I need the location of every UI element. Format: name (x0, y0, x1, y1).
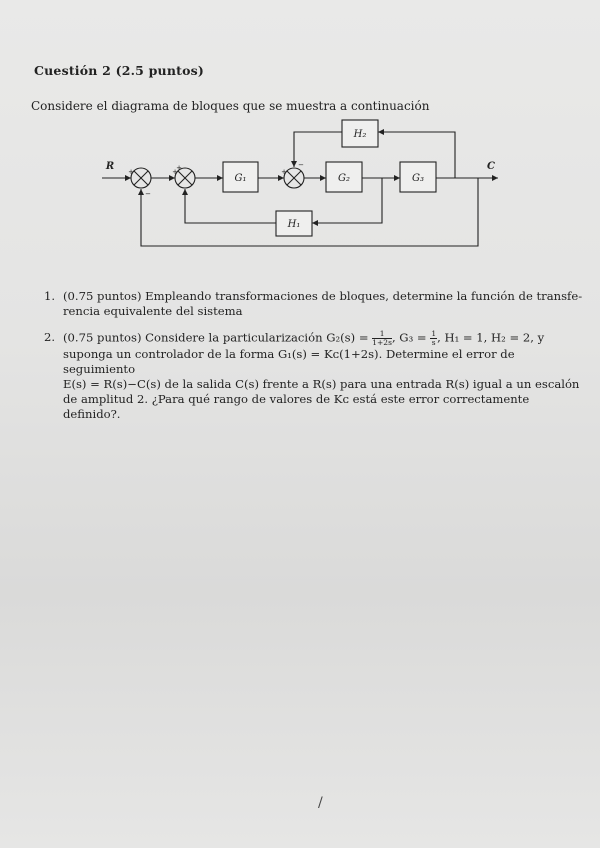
sum2-plus-sign: + (172, 168, 178, 176)
question-2-text-a: (0.75 puntos) Considere la particularización G₂(s) = (63, 330, 373, 345)
block-g3-label: G₃ (412, 173, 424, 184)
sum3-minus-sign: − (298, 161, 304, 169)
output-label-c: C (487, 161, 495, 172)
question-heading: Cuestión 2 (2.5 puntos) (34, 63, 204, 78)
question-2-line-2: suponga un controlador de la forma G₁(s) = Kᴄ(1+2s). Determine el error de seguimiento (63, 347, 515, 376)
g2-denominator: 1+2s (372, 338, 392, 347)
g3-denominator: s (431, 338, 436, 347)
block-g1-label: G₁ (234, 173, 247, 184)
sum1-plus-sign: + (128, 168, 134, 176)
question-2-text-c: , H₁ = 1, H₂ = 2, y (437, 330, 545, 345)
question-1-number: 1. (44, 289, 56, 303)
question-2-line-3: E(s) = R(s)−C(s) de la salida C(s) frente a R(s) para una entrada R(s) igual a un escalón (63, 377, 580, 391)
g2-fraction (372, 330, 392, 347)
question-2-line-1 (63, 330, 583, 347)
block-h1-label: H₁ (287, 219, 301, 230)
sum3-plus-sign: + (281, 168, 287, 176)
intro-text: Considere el diagrama de bloques que se muestra a continuación (31, 99, 430, 113)
block-h2-label: H₂ (353, 129, 367, 140)
sum2-fb-sign: + (176, 164, 182, 172)
block-g2-label: G₂ (338, 173, 350, 184)
g2-numerator: 1 (372, 330, 392, 339)
question-1-line-2: rencia equivalente del sistema (63, 304, 243, 318)
question-2-text-b: , G₃ = (391, 330, 431, 345)
block-diagram (98, 117, 508, 257)
question-2-number: 2. (44, 330, 56, 344)
question-2-line-4: de amplitud 2. ¿Para qué rango de valores de Kᴄ está este error correctamente definido?. (63, 392, 530, 421)
question-1-line-1: (0.75 puntos) Empleando transformaciones de bloques, determine la función de transfe- (63, 289, 583, 303)
pen-mark: / (318, 795, 323, 811)
g3-numerator: 1 (431, 329, 437, 338)
sum1-minus-sign: − (145, 190, 151, 198)
input-label-r: R (105, 161, 115, 172)
